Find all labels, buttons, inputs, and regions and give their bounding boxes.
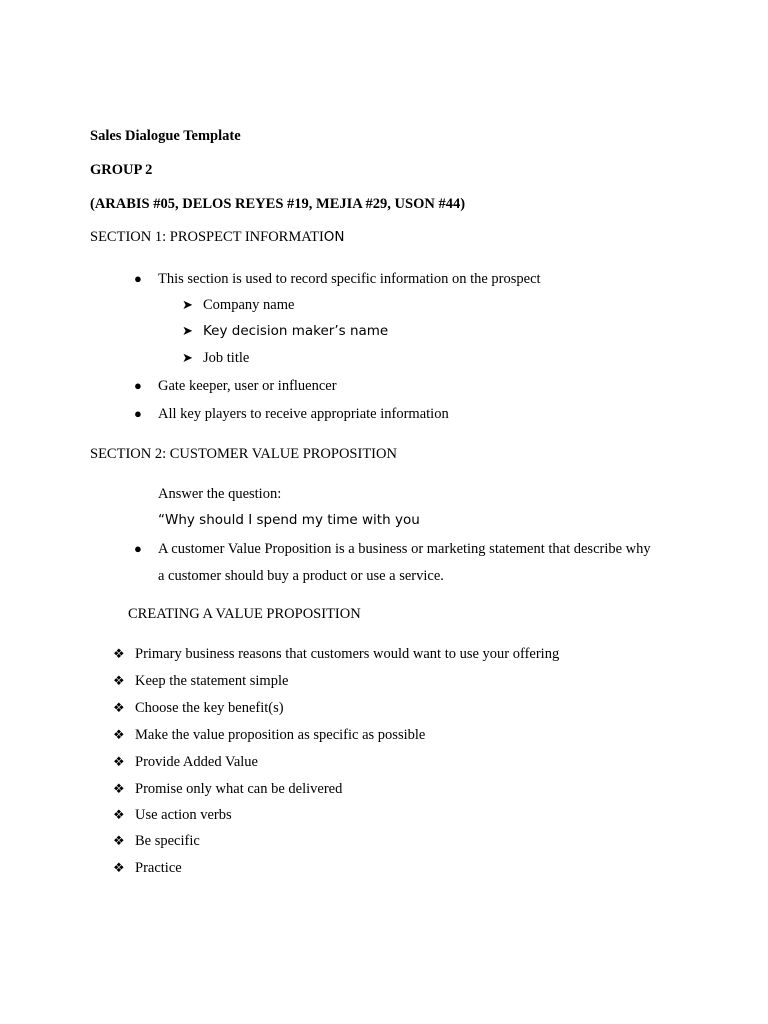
question-text: “Why should I spend my time with you [158,512,420,528]
sub-list-item: Job title [203,350,250,366]
sub-list-item: Company name [203,297,295,313]
tip-item: Choose the key benefit(s) [135,700,284,716]
arrow-bullet-icon: ➤ [182,297,193,312]
tip-item: Practice [135,860,182,876]
section-1-heading-text: SECTION 1: PROSPECT INFORMATI [90,229,324,245]
arrow-bullet-icon: ➤ [182,350,193,365]
diamond-bullet-icon: ❖ [113,860,125,875]
document-title: Sales Dialogue Template [90,128,241,144]
section-1-heading [90,228,345,246]
list-item-continuation: a customer should buy a product or use a service. [158,568,444,584]
bullet-icon: ● [134,406,142,421]
diamond-bullet-icon: ❖ [113,646,125,661]
arrow-bullet-icon: ➤ [182,323,193,338]
section-2-heading: SECTION 2: CUSTOMER VALUE PROPOSITION [90,446,397,462]
value-proposition-subheading: CREATING A VALUE PROPOSITION [128,606,361,622]
list-item: A customer Value Proposition is a business or marketing statement that describe why [158,541,651,557]
list-item: This section is used to record specific information on the prospect [158,271,541,287]
diamond-bullet-icon: ❖ [113,833,125,848]
diamond-bullet-icon: ❖ [113,807,125,822]
diamond-bullet-icon: ❖ [113,754,125,769]
group-members: (ARABIS #05, DELOS REYES #19, MEJIA #29, USON #44) [90,196,466,212]
sub-list-item: Key decision maker’s name [203,323,389,339]
diamond-bullet-icon: ❖ [113,673,125,688]
answer-label: Answer the question: [158,486,282,502]
tip-item: Be specific [135,833,200,849]
tip-item: Provide Added Value [135,754,258,770]
tip-item: Primary business reasons that customers would want to use your offering [135,646,560,662]
bullet-icon: ● [134,541,142,556]
tip-item: Use action verbs [135,807,232,823]
diamond-bullet-icon: ❖ [113,700,125,715]
list-item: Gate keeper, user or influencer [158,378,337,394]
diamond-bullet-icon: ❖ [113,727,125,742]
diamond-bullet-icon: ❖ [113,781,125,796]
tip-item: Make the value proposition as specific as possible [135,727,426,743]
bullet-icon: ● [134,378,142,393]
list-item: All key players to receive appropriate information [158,406,449,422]
tip-item: Promise only what can be delivered [135,781,343,797]
section-1-heading-tail: ON [323,229,345,245]
bullet-icon: ● [134,271,142,286]
group-label: GROUP 2 [90,162,153,178]
tip-item: Keep the statement simple [135,673,289,689]
